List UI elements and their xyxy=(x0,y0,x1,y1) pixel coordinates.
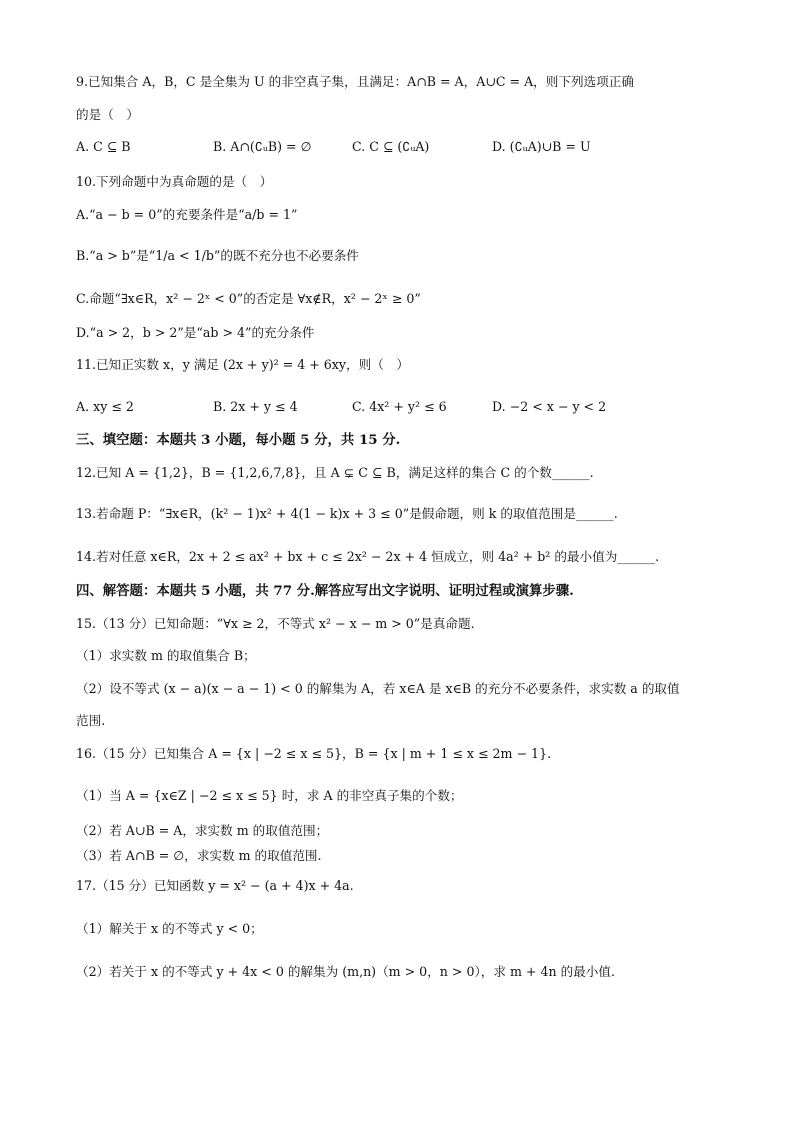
q10-stem: 10.下列命题中为真命题的是（ ） xyxy=(76,174,273,189)
q11-option-d: D. −2 < x − y < 2 xyxy=(492,399,607,414)
q17-stem: 17.（15 分）已知函数 y = x² − (a + 4)x + 4a. xyxy=(76,878,354,893)
q15-part2-line1: （2）设不等式 (x − a)(x − a − 1) < 0 的解集为 A，若 x∈A 是 x∈B 的充分不必要条件，求实数 a 的取值 xyxy=(76,681,680,696)
q15-part1: （1）求实数 m 的取值集合 B； xyxy=(76,648,256,663)
q9-stem-line1: 9.已知集合 A，B，C 是全集为 U 的非空真子集，且满足：A∩B = A，A∪C = A，则下列选项正确 xyxy=(76,74,634,89)
q11-option-b: B. 2x + y ≤ 4 xyxy=(213,399,298,414)
q13: 13.若命题 P：“∃x∈R，(k² − 1)x² + 4(1 − k)x + 3 ≤ 0”是假命题，则 k 的取值范围是______. xyxy=(76,506,618,521)
q16-part3: （3）若 A∩B = ∅，求实数 m 的取值范围. xyxy=(76,848,322,863)
q17-part2: （2）若关于 x 的不等式 y + 4x < 0 的解集为 (m,n)（m > 0，n > 0），求 m + 4n 的最小值. xyxy=(76,964,615,979)
q10-option-c: C.命题“∃x∈R，x² − 2ˣ < 0”的否定是 ∀x∉R，x² − 2ˣ ≥ 0” xyxy=(76,291,421,306)
q9-option-a: A. C ⊆ B xyxy=(76,139,131,154)
q15-part2-line2: 范围. xyxy=(76,713,106,728)
q9-option-c: C. C ⊆ (∁ᵤA) xyxy=(352,139,430,154)
section-4-heading: 四、解答题：本题共 5 小题，共 77 分.解答应写出文字说明、证明过程或演算步骤. xyxy=(76,583,574,599)
q14: 14.若对任意 x∈R，2x + 2 ≤ ax² + bx + c ≤ 2x² − 2x + 4 恒成立，则 4a² + b² 的最小值为______. xyxy=(76,549,660,564)
q12: 12.已知 A = {1,2}，B = {1,2,6,7,8}，且 A ⊊ C ⊆ B，满足这样的集合 C 的个数______. xyxy=(76,465,594,480)
q9-option-d: D. (∁ᵤA)∪B = U xyxy=(492,139,591,154)
section-3-heading: 三、填空题：本题共 3 小题，每小题 5 分，共 15 分. xyxy=(76,432,401,448)
q15-stem: 15.（13 分）已知命题：“∀x ≥ 2，不等式 x² − x − m > 0”是真命题. xyxy=(76,616,475,631)
q10-option-d: D.“a > 2，b > 2”是“ab > 4”的充分条件 xyxy=(76,325,315,340)
q11-stem: 11.已知正实数 x，y 满足 (2x + y)² = 4 + 6xy，则（ ） xyxy=(76,357,409,372)
q16-part2: （2）若 A∪B = A，求实数 m 的取值范围； xyxy=(76,823,329,838)
q9-option-b: B. A∩(∁ᵤB) = ∅ xyxy=(213,139,312,154)
q10-option-a: A.“a − b = 0”的充要条件是“a/b = 1” xyxy=(76,207,298,222)
q16-stem: 16.（15 分）已知集合 A = {x | −2 ≤ x ≤ 5}，B = {x | m + 1 ≤ x ≤ 2m − 1}. xyxy=(76,746,552,761)
q10-option-b: B.“a > b”是“1/a < 1/b”的既不充分也不必要条件 xyxy=(76,248,359,263)
q11-option-c: C. 4x² + y² ≤ 6 xyxy=(352,399,447,414)
q16-part1: （1）当 A = {x∈Z | −2 ≤ x ≤ 5} 时，求 A 的非空真子集的个数； xyxy=(76,788,463,803)
q11-option-a: A. xy ≤ 2 xyxy=(76,399,134,414)
q9-stem-line2: 的是（ ） xyxy=(76,107,139,122)
q17-part1: （1）解关于 x 的不等式 y < 0； xyxy=(76,921,263,936)
